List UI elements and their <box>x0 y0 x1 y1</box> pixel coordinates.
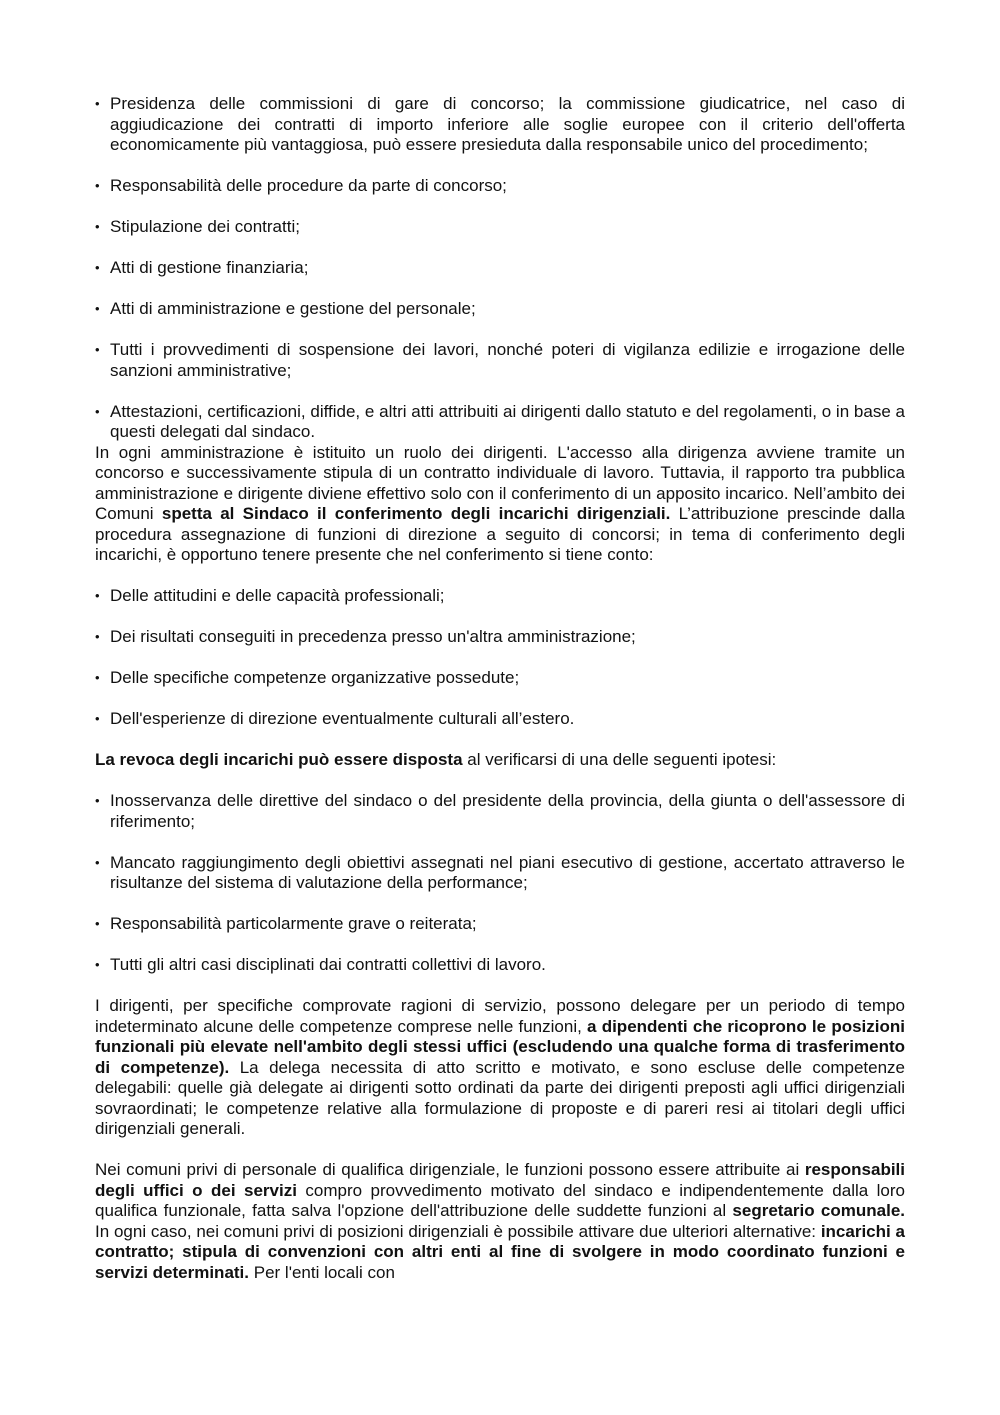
text-run: La delega necessita di atto scritto e motivato, e sono escluse delle competenze delegabili: quelle già delegate ai dirigenti sotto ordinati da parte dei dirigenti preposti agli uffici dirigenziali sovraordinati; le competenze relative alla formulazione di proposte e di pareri resi ai titolari degli uffici dirigenziali generali. <box>95 1057 905 1138</box>
list-item: • Tutti gli altri casi disciplinati dai contratti collettivi di lavoro. <box>95 955 905 976</box>
text-run: In ogni amministrazione è istituito un ruolo dei dirigenti. L'accesso alla dirigenza avviene tramite un concorso e successivamente stipula di un contratto individuale di lavoro. Tuttavia, il rapporto tra pubblica amministrazione e dirigente diviene effettivo solo con il conferimento di un apposito incarico. Nell’ambito dei Comuni <box>95 442 905 523</box>
list-item: • Delle specifiche competenze organizzative possedute; <box>95 668 905 689</box>
paragraph-comuni <box>95 1160 905 1283</box>
bold-run: spetta al Sindaco il conferimento degli incarichi dirigenziali. <box>161 504 671 523</box>
text-run: L’attribuzione prescinde dalla procedura assegnazione di funzioni di direzione a seguito di concorsi; in tema di conferimento degli incarichi, è opportuno tenere presente che nel conferimento si tiene conto: <box>95 504 905 564</box>
text-run: Per l'enti locali con <box>249 1262 395 1282</box>
text-run: al verificarsi di una delle seguenti ipotesi: <box>462 750 777 769</box>
conferimento-criteria-list <box>95 586 905 730</box>
list-item: • Responsabilità particolarmente grave o reiterata; <box>95 914 905 935</box>
bold-run: responsabili degli uffici o dei servizi <box>95 1160 905 1200</box>
competences-list <box>95 94 905 443</box>
list-item: • Atti di gestione finanziaria; <box>95 258 905 279</box>
paragraph-dirigenti <box>95 443 905 566</box>
text-run: Nei comuni privi di personale di qualifica dirigenziale, le funzioni possono essere attribuite ai <box>95 1160 805 1179</box>
list-item: • Attestazioni, certificazioni, diffide, e altri atti attribuiti ai dirigenti dallo statuto e del regolamenti, o in base a questi delegati dal sindaco. <box>95 402 905 443</box>
text-run: I dirigenti, per specifiche comprovate ragioni di servizio, possono delegare per un periodo di tempo indeterminato alcune delle competenze comprese nelle funzioni, <box>95 996 905 1036</box>
bold-run: segretario comunale. <box>732 1201 905 1220</box>
list-item: • Responsabilità delle procedure da parte di concorso; <box>95 176 905 197</box>
bold-run: incarichi a contratto; stipula di convenzioni con altri enti al fine di svolgere in modo coordinato funzioni e servizi determinati. <box>95 1221 905 1282</box>
list-item: • Delle attitudini e delle capacità professionali; <box>95 586 905 607</box>
text-run: compro provvedimento motivato del sindaco e indipendentemente dalla loro qualifica funzionale, fatta salva l'opzione dell'attribuzione delle suddette funzioni al <box>95 1180 905 1220</box>
document-page <box>95 94 905 1304</box>
list-item: • Presidenza delle commissioni di gare di concorso; la commissione giudicatrice, nel caso di aggiudicazione dei contratti di importo inferiore alle soglie europee con il criterio dell'offerta economicamente più vantaggiosa, può essere presieduta dalla responsabile unico del procedimento; <box>95 94 905 156</box>
list-item: • Mancato raggiungimento degli obiettivi assegnati nel piani esecutivo di gestione, accertato attraverso le risultanze del sistema di valutazione della performance; <box>95 853 905 894</box>
bold-run: La revoca degli incarichi può essere disposta <box>95 750 463 769</box>
paragraph-revoca <box>95 750 905 771</box>
list-item: • Inosservanza delle direttive del sindaco o del presidente della provincia, della giunta o dell'assessore di riferimento; <box>95 791 905 832</box>
list-item: • Atti di amministrazione e gestione del personale; <box>95 299 905 320</box>
list-item: • Dei risultati conseguiti in precedenza presso un'altra amministrazione; <box>95 627 905 648</box>
list-item: • Tutti i provvedimenti di sospensione dei lavori, nonché poteri di vigilanza edilizie e irrogazione delle sanzioni amministrative; <box>95 340 905 381</box>
paragraph-delega <box>95 996 905 1140</box>
bold-run: a dipendenti che ricoprono le posizioni funzionali più elevate nell'ambito degli stessi uffici (escludendo una qualche forma di trasferimento di competenze). <box>95 1016 905 1077</box>
text-run: In ogni caso, nei comuni privi di posizioni dirigenziali è possibile attivare due ulteriori alternative: <box>95 1221 821 1241</box>
list-item: • Stipulazione dei contratti; <box>95 217 905 238</box>
list-item: • Dell'esperienze di direzione eventualmente culturali all’estero. <box>95 709 905 730</box>
revoca-cases-list <box>95 791 905 976</box>
